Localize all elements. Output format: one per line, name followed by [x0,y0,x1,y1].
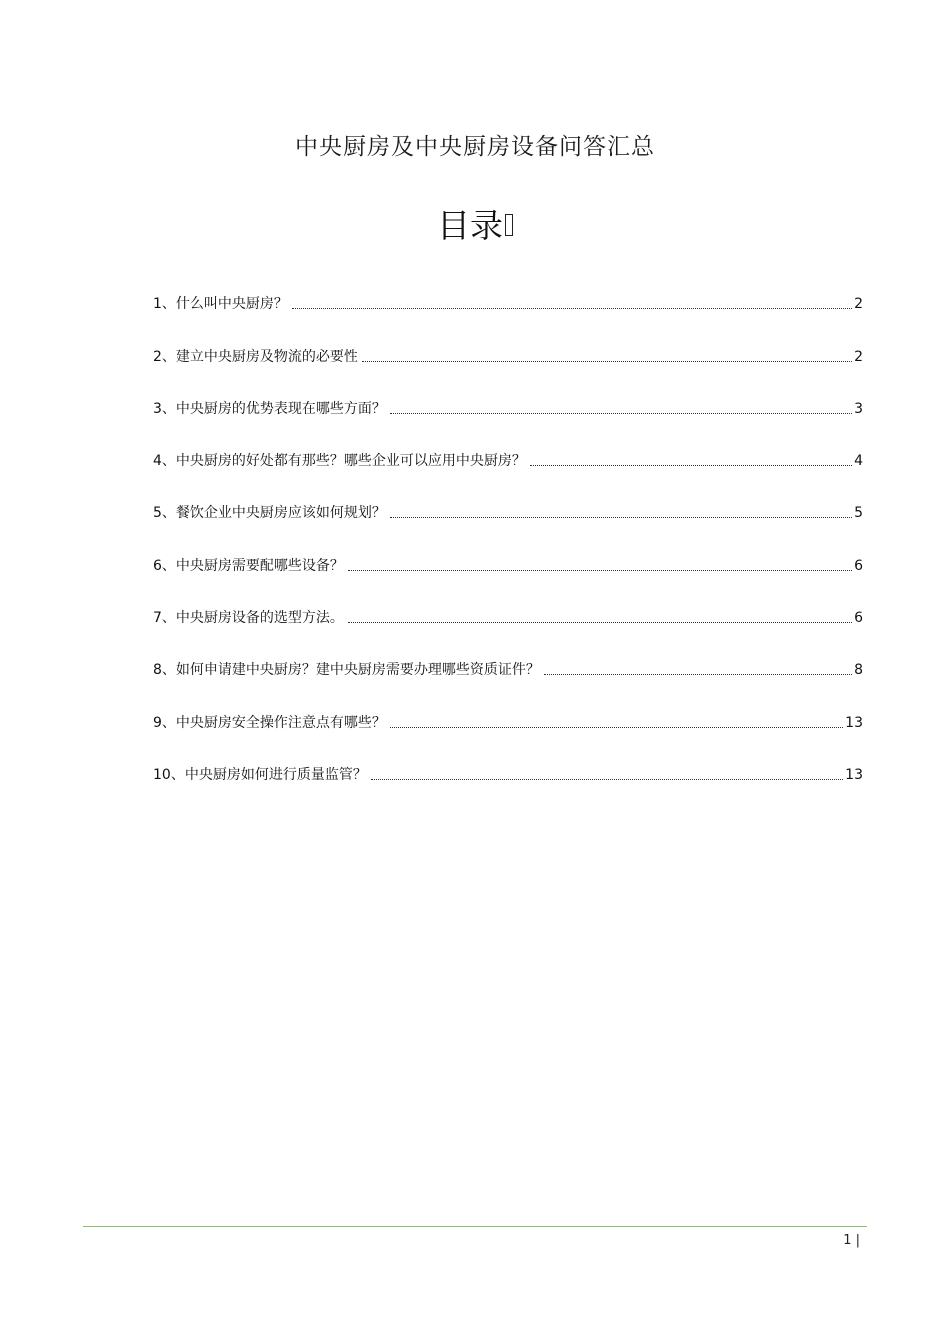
toc-entry-7[interactable] [153,608,863,660]
toc-entry-text: 建立中央厨房及物流的必要性 [175,348,358,365]
toc-entry-2[interactable] [153,346,863,398]
toc-entry-number: 4、 [153,453,176,470]
toc-entry-text: 餐饮企业中央厨房应该如何规划？ [175,505,386,522]
toc-leader-dots [544,674,852,675]
table-of-contents [153,294,863,817]
toc-entry-10[interactable] [153,765,863,817]
toc-heading [0,200,950,247]
toc-leader-dots [390,413,852,414]
toc-entry-number: 9、 [153,714,176,731]
toc-entry-number: 10、 [153,766,185,783]
toc-leader-dots [348,570,852,571]
toc-entry-text: 如何申请建中央厨房？建中央厨房需要办理哪些资质证件？ [175,662,540,679]
toc-entry-page: 13 [845,714,863,731]
toc-entry-8[interactable] [153,660,863,712]
document-title: 中央厨房及中央厨房设备问答汇总 [295,134,655,160]
toc-entry-number: 6、 [153,557,176,574]
toc-entry-number: 2、 [153,348,176,365]
toc-entry-page: 13 [845,766,863,783]
toc-leader-dots [292,308,852,309]
toc-entry-page: 6 [854,610,863,627]
page-number: 1 | [843,1233,860,1248]
toc-entry-number: 7、 [153,610,176,627]
toc-entry-text: 中央厨房的优势表现在哪些方面？ [175,400,386,417]
toc-entry-page: 3 [854,400,863,417]
toc-entry-text: 中央厨房如何进行质量监管？ [184,766,367,783]
toc-leader-dots [530,465,852,466]
toc-leader-dots [390,727,843,728]
toc-entry-number: 5、 [153,505,176,522]
toc-entry-text: 中央厨房的好处都有那些？哪些企业可以应用中央厨房？ [175,453,526,470]
toc-leader-dots [348,622,852,623]
toc-entry-number: 1、 [153,296,176,313]
toc-leader-dots [371,779,843,780]
toc-entry-5[interactable] [153,503,863,555]
toc-entry-page: 4 [854,453,863,470]
toc-entry-page: 6 [854,557,863,574]
toc-heading-text: 目录 [437,206,503,245]
toc-entry-text: 中央厨房需要配哪些设备？ [175,557,344,574]
toc-entry-9[interactable] [153,712,863,764]
toc-entry-page: 2 [854,348,863,365]
toc-entry-page: 5 [854,505,863,522]
toc-entry-6[interactable] [153,555,863,607]
toc-entry-page: 8 [854,662,863,679]
toc-entry-text: 中央厨房设备的选型方法。 [175,610,344,627]
missing-glyph-icon [505,214,513,236]
toc-leader-dots [390,517,852,518]
toc-entry-text: 什么叫中央厨房？ [175,296,288,313]
toc-entry-page: 2 [854,296,863,313]
toc-entry-1[interactable] [153,294,863,346]
toc-entry-4[interactable] [153,451,863,503]
toc-entry-number: 8、 [153,662,176,679]
toc-leader-dots [362,361,852,362]
toc-entry-3[interactable] [153,399,863,451]
toc-entry-number: 3、 [153,400,176,417]
footer-rule [83,1226,867,1227]
toc-entry-text: 中央厨房安全操作注意点有哪些？ [175,714,386,731]
